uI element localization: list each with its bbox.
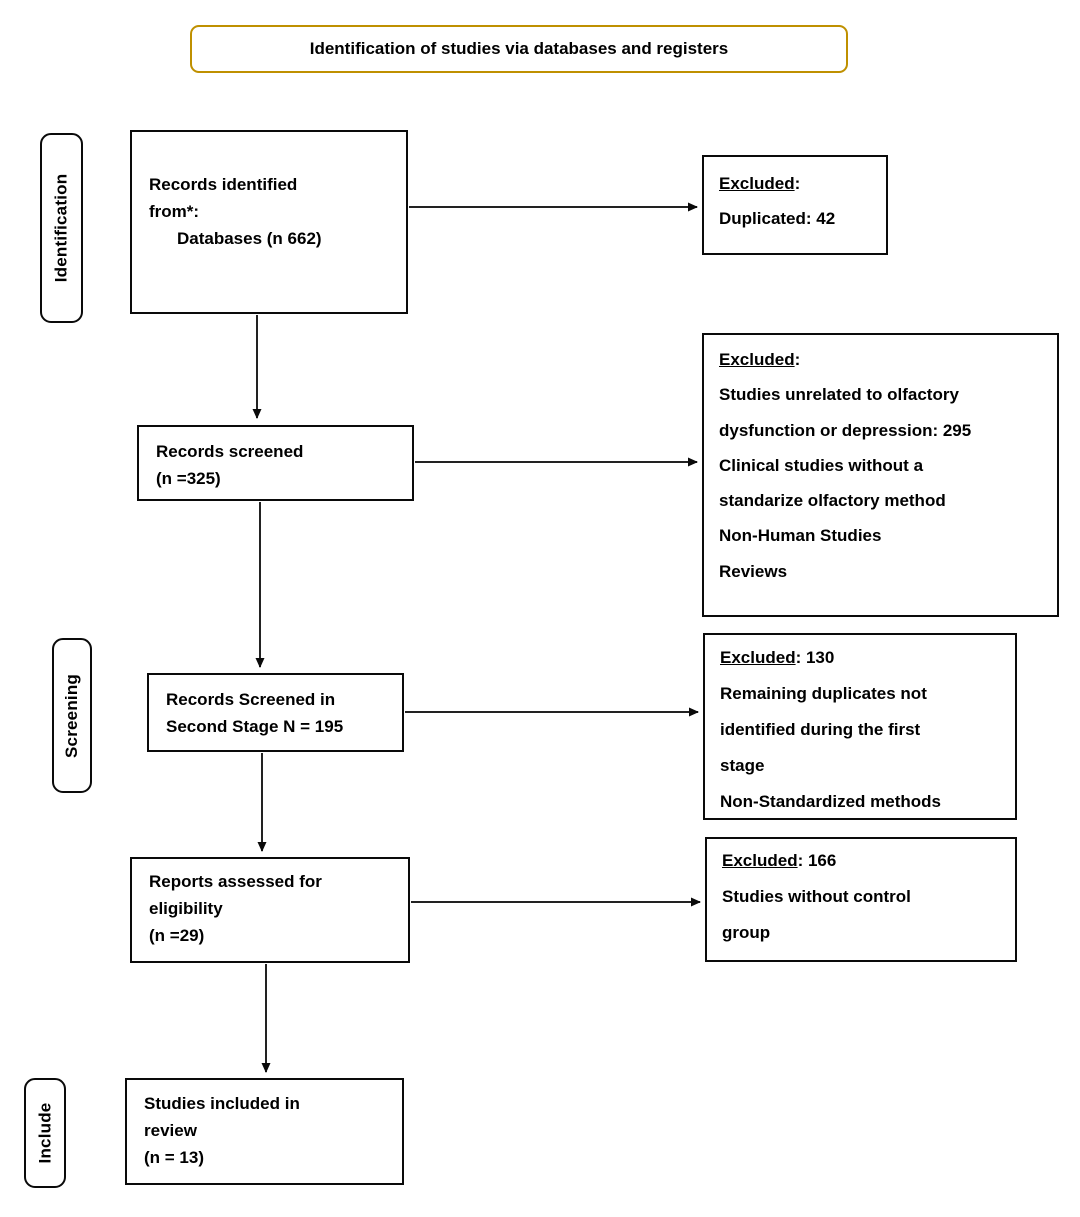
flow-box-second-stage <box>147 673 404 752</box>
stage-label-include <box>24 1078 66 1188</box>
studies-included-text: Studies included in review (n = 13) <box>144 1094 300 1167</box>
excluded-second-screen-heading: Excluded: 130 <box>720 648 835 667</box>
excluded-duplicates-lines: Duplicated: 42 <box>719 209 836 228</box>
records-identified-databases: Databases (n 662) <box>177 229 322 248</box>
stage-label-screening-text: Screening <box>62 673 81 758</box>
stage-label-identification <box>40 133 83 323</box>
excluded-first-screen-lines: Studies unrelated to olfactory dysfunction or depression: 295 Clinical studies without a standarize olfactory method Non-Human Studies Reviews <box>719 385 972 581</box>
excluded-box-duplicates <box>702 155 888 255</box>
flow-box-records-identified <box>130 130 408 314</box>
stage-label-include-text: Include <box>35 1102 55 1164</box>
flow-box-reports-assessed <box>130 857 410 963</box>
flow-box-studies-included <box>125 1078 404 1185</box>
records-screened-text: Records screened (n =325) <box>156 442 304 488</box>
stage-label-screening <box>52 638 92 793</box>
excluded-eligibility-lines: Studies without control group <box>722 887 911 942</box>
excluded-first-screen-heading: Excluded: <box>719 350 801 369</box>
excluded-box-first-screen <box>702 333 1059 617</box>
excluded-duplicates-heading: Excluded: <box>719 174 801 193</box>
excluded-second-screen-lines: Remaining duplicates not identified during the first stage Non-Standardized methods <box>720 684 942 811</box>
stage-label-identification-text: Identification <box>51 173 71 283</box>
records-identified-line1: Records identified <box>149 175 298 194</box>
diagram-title: Identification of studies via databases and registers <box>309 39 729 58</box>
diagram-title-box <box>190 25 848 73</box>
excluded-eligibility-heading: Excluded: 166 <box>722 851 837 870</box>
flow-box-records-screened <box>137 425 414 501</box>
excluded-box-eligibility <box>705 837 1017 962</box>
reports-assessed-text: Reports assessed for eligibility (n =29) <box>149 872 322 945</box>
excluded-box-second-screen <box>703 633 1017 820</box>
second-stage-text: Records Screened in Second Stage N = 195 <box>166 690 344 736</box>
records-identified-line2: from*: <box>149 202 200 221</box>
